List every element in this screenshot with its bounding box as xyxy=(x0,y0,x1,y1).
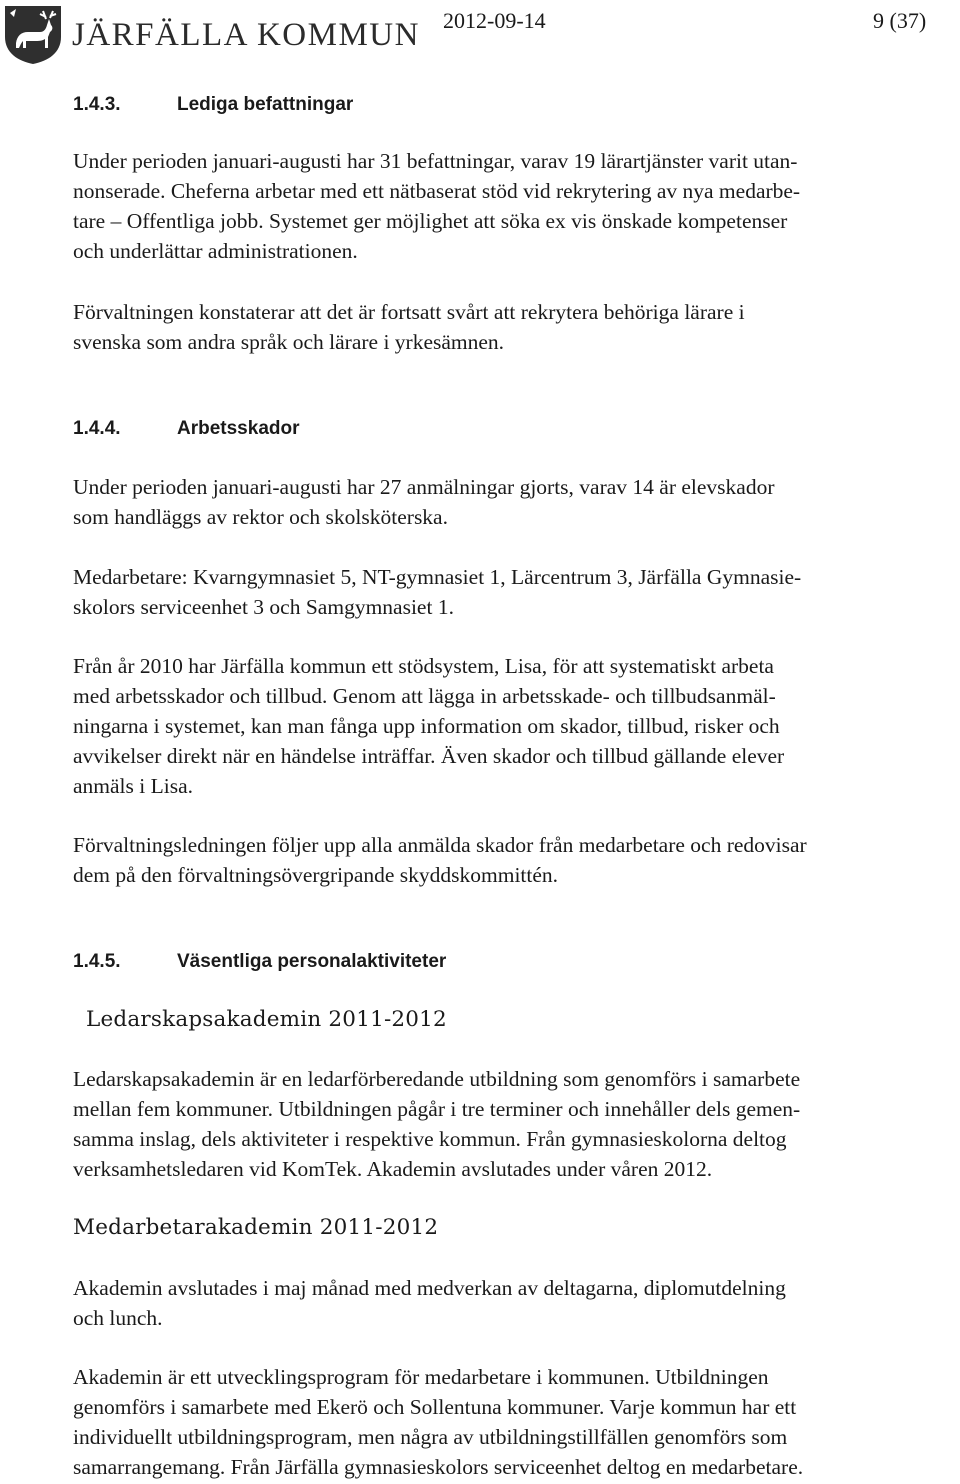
text-line: Akademin är ett utvecklingsprogram för medarbetare i kommunen. Utbildningen xyxy=(73,1365,769,1389)
section-title: Lediga befattningar xyxy=(177,94,354,115)
document-date: 2012-09-14 xyxy=(443,8,546,33)
text-line: Ledarskapsakademin är en ledarförberedande utbildning som genomförs i samarbete xyxy=(73,1067,801,1091)
logo-text: JÄRFÄLLA KOMMUN xyxy=(72,17,420,53)
section-title: Väsentliga personalaktiviteter xyxy=(177,951,447,972)
text-line: tare – Offentliga jobb. Systemet ger möjlighet att söka ex vis önskade kompetenser xyxy=(73,209,788,233)
paragraph xyxy=(73,651,784,801)
text-line: mellan fem kommuner. Utbildningen pågår i tre terminer och innehåller dels gemen- xyxy=(73,1097,801,1121)
text-line: avvikelser direkt när en händelse inträffar. Även skador och tillbud gällande elever xyxy=(73,744,785,768)
text-line: Akademin avslutades i maj månad med medverkan av deltagarna, diplomutdelning xyxy=(73,1276,786,1300)
page-number: 9 (37) xyxy=(873,8,927,33)
text-line: ningarna i systemet, kan man fånga upp information om skador, tillbud, risker och xyxy=(73,714,780,738)
text-line: verksamhetsledaren vid KomTek. Akademin avslutades under våren 2012. xyxy=(73,1157,713,1181)
text-line: Under perioden januari-augusti har 31 befattningar, varav 19 lärartjänster varit utan- xyxy=(73,149,798,173)
section-number: 1.4.4. xyxy=(73,418,121,439)
section-number: 1.4.3. xyxy=(73,94,121,115)
text-line: samarrangemang. Från Järfälla gymnasieskolors serviceenhet deltog en medarbetare. xyxy=(73,1455,804,1479)
text-line: svenska som andra språk och lärare i yrkesämnen. xyxy=(73,330,505,354)
text-line: Från år 2010 har Järfälla kommun ett stödsystem, Lisa, för att systematiskt arbeta xyxy=(73,654,774,678)
text-line: dem på den förvaltningsövergripande skyddskommittén. xyxy=(73,863,559,887)
section-heading xyxy=(73,94,353,116)
paragraph xyxy=(73,146,800,266)
section-number: 1.4.5. xyxy=(73,951,121,972)
text-line: samma inslag, dels aktiviteter i respektive kommun. Från gymnasieskolorna deltog xyxy=(73,1127,787,1151)
paragraph xyxy=(73,830,807,890)
text-line: och lunch. xyxy=(73,1306,163,1330)
text-line: genomförs i samarbete med Ekerö och Sollentuna kommuner. Varje kommun har ett xyxy=(73,1395,797,1419)
paragraph xyxy=(73,1273,786,1333)
paragraph xyxy=(73,297,745,357)
section-title: Arbetsskador xyxy=(177,418,300,439)
text-line: Förvaltningsledningen följer upp alla anmälda skador från medarbetare och redovisar xyxy=(73,833,807,857)
subheading: Ledarskapsakademin 2011-2012 xyxy=(86,1007,447,1032)
text-line: skolors serviceenhet 3 och Samgymnasiet 1. xyxy=(73,595,454,619)
text-line: nonserade. Cheferna arbetar med ett nätbaserat stöd vid rekrytering av nya medarbe- xyxy=(73,179,801,203)
text-line: anmäls i Lisa. xyxy=(73,774,194,798)
text-line: Förvaltningen konstaterar att det är fortsatt svårt att rekrytera behöriga lärare i xyxy=(73,300,745,324)
text-line: Medarbetare: Kvarngymnasiet 5, NT-gymnasiet 1, Lärcentrum 3, Järfälla Gymnasie- xyxy=(73,565,802,589)
paragraph xyxy=(73,1362,803,1482)
text-line: och underlättar administrationen. xyxy=(73,239,358,263)
section-heading xyxy=(73,418,300,440)
paragraph xyxy=(73,472,775,532)
text-line: med arbetsskador och tillbud. Genom att lägga in arbetsskade- och tillbudsanmäl- xyxy=(73,684,776,708)
text-line: som handläggs av rektor och skolsköterska. xyxy=(73,505,448,529)
text-line: individuellt utbildningsprogram, men några av utbildningstillfällen genomförs som xyxy=(73,1425,788,1449)
text-line: Under perioden januari-augusti har 27 anmälningar gjorts, varav 14 är elevskador xyxy=(73,475,775,499)
coat-of-arms-icon xyxy=(2,3,64,65)
paragraph xyxy=(73,562,801,622)
municipality-logo xyxy=(0,0,420,68)
paragraph xyxy=(73,1064,800,1184)
section-heading xyxy=(73,951,446,973)
subheading: Medarbetarakademin 2011-2012 xyxy=(73,1215,439,1240)
